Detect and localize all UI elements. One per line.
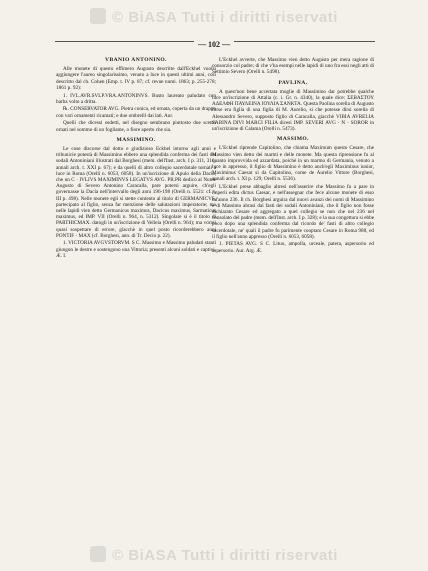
biasa-logo-icon <box>90 546 106 562</box>
watermark-bottom <box>0 546 428 564</box>
paragraph: Le cose discorse dal dotto e giudizioso Eckhel intorno agli anni e tribunicie potestà di Massimino ebbero una splendida conferma dei fasti dei sodali Antoniniani illustrati dal Borghesi (mem. dell'Inst. arch. I p. 311, 316; annali arch. t. XXI p. 67); e da quelli di altro collegio sacerdotale tornati a luce in Roma (Orelli n. 6053, 6058). In un'iscrizione di Apulo della Dacia, che un C · IVLIVS MAXIMINVS LEGATVS AVG. PR.PR dedicò al Nume Augusto di Severo Antonino Caracalla, pare potersi arguire, ch'egli governasse la Dacia nell'intervallo degli anni 196-198 (Orelli n. 5521: cf. t. III p. 498). Nelle monete egli si stette contento al titolo di GERMANICVS, partecipato al figlio, senza far menzione delle salutazioni imperatorie; ma nelle lapidi vien detto Germanicus maximus, Dacicus maximus, Sarmaticus maximus, ed IMP. VII (Orelli n. 964, n. 5312). Singolare si è il titolo di PARTHICMAX. datogli in un'iscrizione di Velleia (Orelli n. 964); ma vorrei quasi sospettare di errore, giacchè in quel posto ricorderebbero anni PONTIF · MAX (cf. Borghesi, ann. di Tr. Decio p. 22). <box>56 145 216 239</box>
page-number: — 102 — <box>0 40 428 49</box>
coin-reverse: ℞. CONSERVATOR AVG. Pietra conica, ed ornata, coperta da un drappo con vari ornamenti ricamati; e due ombrelli dai lati. Aur. <box>56 106 216 119</box>
paragraph: Alle monete di questo effimero Augusto descritte dall'Eckhel vuolsi aggiungere l'aureo singolarissimo, venuto a luce in questi ultimi anni, così descritto dal ch. Cohen (Emp. t. IV p. 87; cf. revue numi. 1863; p. 255-278; 1861 p. 92): <box>56 66 216 91</box>
paragraph: A quest'non bene accertata moglie di Massimino dar potrebbe qualche luce un'iscrizione di Attalia (c. i. Gr. n. 4340), la quale dice: ΣΕΒΑΣΤΟΥ ΑΔΕΛΦΗ ΠΑΥΛΕΙΝΑ ΙΟΥΛΙΑ ΣΑΝΚΤΑ. Questa Paolina sorella di Augusto forse era figlia di una figlia di M. Aurelio, si che potesse dirsi sorella di Alessandro Severo, supposto figlio di Caracalla, giacchè VIBIA AVRELIA SABINA DIVI MARCI FILIA dicesi IMP. SEVERI AVG · N · SOROR in un'iscrizione di Calama (Orelli n. 5473). <box>212 88 374 133</box>
coin-entry: 1. PIETAS AVG. S C. Lituo, ampolla, urceale, patera, aspersorio ed aspersorio. Aur. Arg. Æ. <box>212 241 374 254</box>
left-column <box>56 57 216 261</box>
section-heading-massimo: MASSIMO. <box>277 136 309 143</box>
section-heading-vbanio: VBANIO ANTONINO. <box>105 57 167 63</box>
watermark-top <box>0 8 428 26</box>
coin-entry: 1. IVL.AVR.SVLP.VRA.ANTONINVS. Busto laureato paludato con barba volto a dritta. <box>56 92 216 105</box>
paragraph: L'Eckhel prese abbaglio altresi nell'asserire che Massimo fu a pare in imperii edita dictus Caesar, e nell'assegnar che fece alcune monete di esso tal'anno 236. Il ch. Borghesi arguira dal nuovi avanzi dei nomi di Massimino e di Massimo abrasi dai fasti dei sodali Antoniniani, che il figlio non fosse dichiarato Cesare ed aggregato a quel collegio se non che nel 236 nel consolato del padre (mem. dell'Inst. arch. I p. 328); e la sua congettura si ebbe poco dopo una splendida conferma dal ricordo de' fasti di altro collegio sacerdotale, ne' quali il padre fu parimente cooptato Cesare in Roma 988, ed il figlio nell'anno appresso (Orelli n. 6053, 6058). <box>212 184 374 240</box>
paragraph: Quelli che dicessi osdetti, nel disegno sembrano piuttosto due scettri ornati nel sommo di un fogliame, o fiore aperto che sia. <box>56 120 216 133</box>
section-heading-paulina: PAVLINA. <box>278 79 308 86</box>
right-column <box>212 57 374 255</box>
watermark-top-text: © BiASA Tutti i diritti riservati <box>112 9 338 26</box>
paragraph: L'Eckhel avverte, che Massimo vien detto Augusto per mera ragione di consorzio col padre; di che v'ha esempi nelle lapidi di uno fra essi negli atti di Settimio Severo (Orelli n. 5498). <box>212 57 374 76</box>
paragraph: L'Eckhel riprende Capitolino, che chiama Maximum questo Cesare, che Massimo vien detto dei marmi e delle monete. Ma questa riprensione fu al quanto improvvida ed azzardata, poichè in un marmo di Germania, venuto a luce in appresso, il figlio di Massimino è detto anch'egli Maximinus iunior, Maximinus Caesar sì da Capitolino, come de Aurelio Vittore (Borghesi, annali arch. t. XI p. 129; Orelli n. 5536). <box>212 145 374 183</box>
section-heading-massimino: MASSIMINO. <box>116 136 156 143</box>
biasa-logo-icon <box>90 8 106 24</box>
coin-entry: 1. VICTORIA AVGVSTORVM. S C. Massimo e Massimo paludati stanti giungon le destre e sostengono una Vittoria; presenti alcuni soldati e captivi. Æ. I. <box>56 240 216 259</box>
watermark-bottom-text: © BiASA Tutti i diritti riservati <box>112 547 338 564</box>
